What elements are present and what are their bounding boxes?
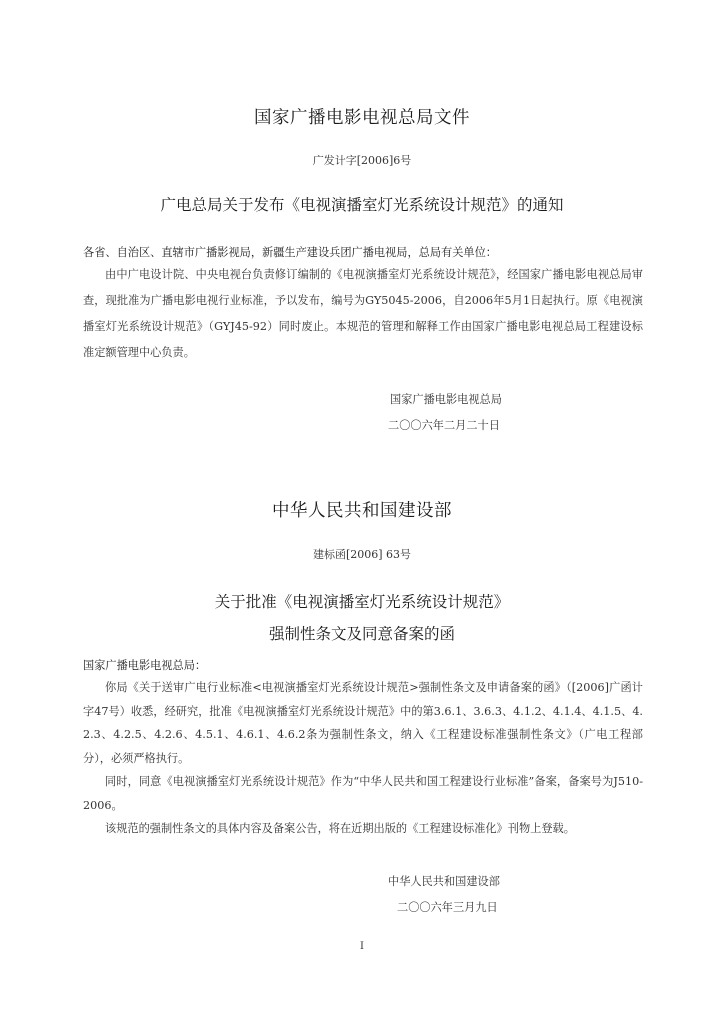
doc1-date: 二〇〇六年二月二十日 [388, 419, 500, 432]
doc1-signature: 国家广播电影电视总局 [390, 393, 502, 406]
doc2-title: 中华人民共和国建设部 [272, 501, 452, 521]
doc2-heading-line1: 关于批准《电视演播室灯光系统设计规范》 [214, 593, 510, 611]
doc2-doc-number: 建标函[2006] 63号 [312, 548, 412, 561]
doc1-doc-number: 广发计字[2006]6号 [312, 154, 412, 167]
doc2-body [83, 676, 643, 841]
doc2-paragraph-1: 你局《关于送审广电行业标准<电视演播室灯光系统设计规范>强制性条文及申请备案的函》（[2006]广函计字47号）收悉，经研究，批准《电视演播室灯光系统设计规范》中的第3.6.1、3.6.3、4.1.2、4.1.4、4.1.5、4.2.3、4.2.5、4.2.6、4.5.1、4.6.1、4.6.2条为强制性条文，纳入《工程建设标准强制性条文》（广电工程部分），必须严格执行。 [83, 681, 643, 765]
doc2-paragraph-3: 该规范的强制性条文的具体内容及备案公告，将在近期出版的《工程建设标准化》刊物上登载。 [105, 822, 575, 835]
doc1-heading: 广电总局关于发布《电视演播室灯光系统设计规范》的通知 [160, 196, 564, 214]
doc2-addressee: 国家广播电影电视总局： [83, 659, 207, 672]
doc2-signature: 中华人民共和国建设部 [388, 875, 500, 888]
page-number: I [360, 941, 364, 952]
doc2-paragraph-2: 同时，同意《电视演播室灯光系统设计规范》作为“中华人民共和国工程建设行业标准”备案，备案号为J510-2006。 [83, 775, 643, 812]
doc2-heading-line2: 强制性条文及同意备案的函 [268, 625, 455, 643]
doc1-title: 国家广播电影电视总局文件 [254, 108, 470, 128]
doc1-addressee: 各省、自治区、直辖市广播影视局，新疆生产建设兵团广播电视局，总局有关单位： [83, 246, 497, 259]
doc2-date: 二〇〇六年三月九日 [397, 901, 498, 914]
doc1-body: 由中广电设计院、中央电视台负责修订编制的《电视演播室灯光系统设计规范》，经国家广播电影电视总局审查，现批准为广播电影电视行业标准，予以发布，编号为GY5045-2006，自2006年5月1日起执行。原《电视演播室灯光系统设计规范》（GYJ45-92）同时废止。本规范的管理和解释工作由国家广播电影电视总局工程建设标准定额管理中心负责。 [83, 268, 643, 359]
